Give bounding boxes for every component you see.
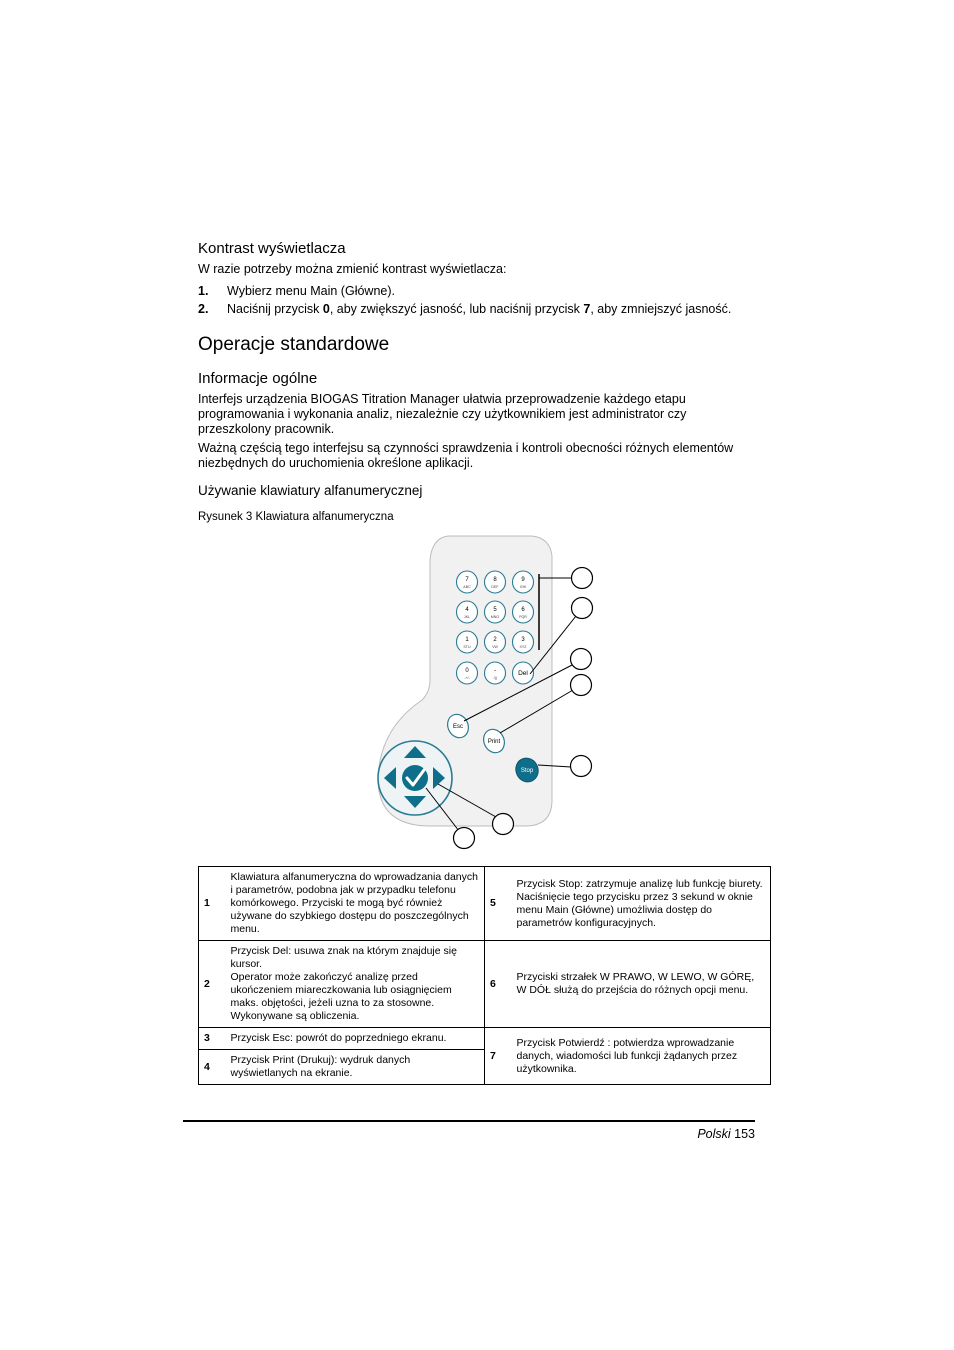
key-7[interactable]: [457, 571, 478, 593]
page-number: 153: [734, 1127, 755, 1141]
key-sub-label: GHI: [519, 585, 527, 589]
key-sub-label: STU: [463, 645, 471, 649]
legend-number: 6: [485, 941, 512, 1028]
key-main-label: 7: [465, 577, 469, 583]
legend-desc: : wydruk danych wyświetlanych na ekranie.: [230, 1054, 411, 1079]
subsubheading: Używanie klawiatury alfanumerycznej: [198, 483, 423, 498]
contrast-heading: Kontrast wyświetlacza: [198, 240, 346, 257]
key-main-label: Del: [518, 670, 528, 677]
legend-number: 4: [199, 1050, 226, 1085]
key-sub-label: ./(): [492, 676, 498, 680]
step-text-part: , aby zwiększyć jasność, lub naciśnij przycisk: [329, 302, 584, 316]
step-number: 2.: [198, 302, 209, 316]
legend-desc: : powrót do poprzedniego ekranu.: [290, 1032, 447, 1044]
callout-6: [493, 814, 514, 835]
subheading: Informacje ogólne: [198, 370, 318, 387]
contrast-intro: W razie potrzeby można zmienić kontrast wyświetlacza:: [198, 262, 507, 276]
paragraph-2: Ważną częścią tego interfejsu są czynności sprawdzenia i kontroli obecności różnych elementów niezbędnych do uruchomienia określone aplikacji.: [198, 441, 734, 470]
legend-desc: : zatrzymuje analizę lub funkcję biurety. Naciśnięcie tego przycisku przez 3 sekund w oknie menu Main (Główne) umożliwia dostęp do parametrów konfiguracyjnych.: [516, 877, 763, 929]
page-footer: [697, 1127, 755, 1141]
step-text-part: , aby zmniejszyć jasność.: [590, 302, 732, 316]
legend-text: [226, 1028, 485, 1050]
key-sub-label: XYZ: [519, 645, 527, 649]
key-1[interactable]: [457, 631, 478, 653]
footer-language: Polski: [697, 1127, 731, 1141]
legend-key: Przycisk Esc: [230, 1032, 291, 1044]
key-main-label: 5: [493, 607, 497, 613]
step-text: Wybierz menu Main (Główne).: [227, 284, 395, 298]
legend-text: Klawiatura alfanumeryczna do wprowadzania danych i parametrów, podobna jak w przypadku telefonu komórkowego. Przyciski te mogą być również używane do szybkiego dostępu do poszczególnych menu.: [226, 867, 485, 941]
key-5[interactable]: [485, 601, 506, 623]
legend-text: [512, 1028, 771, 1085]
step-number: 1.: [198, 284, 209, 298]
key-0: 0: [322, 302, 330, 316]
legend-text: [226, 1050, 485, 1085]
key-sub-label: PQR: [519, 615, 527, 619]
legend-key: Przycisk Stop: [516, 877, 581, 890]
callout-4: [571, 675, 592, 696]
key-6[interactable]: [513, 601, 534, 623]
legend-desc: : potwierdza wprowadzanie danych, wiadomości lub funkcji żądanych przez użytkownika.: [516, 1036, 738, 1075]
key-main-label: 3: [521, 637, 525, 643]
legend-desc: : usuwa znak na którym znajduje się kursor.: [230, 945, 457, 970]
legend-desc: Operator może zakończyć analizę przed ukończeniem miareczkowania lub osiągnięciem maks. objętości, jeżeli uzna to za stosowne. Wykonywane są obliczenia.: [230, 971, 452, 1022]
legend-key: Przycisk Potwierdź: [516, 1036, 605, 1049]
step-text: [227, 302, 731, 317]
footer-rule: [183, 1120, 755, 1122]
table-row: [199, 941, 771, 1028]
legend-key: Przyciski strzałek W PRAWO, W LEWO, W GÓRĘ, W DÓŁ: [516, 971, 755, 996]
key-sub-label: DEF: [491, 585, 499, 589]
key-sub-label: ABC: [463, 585, 471, 589]
key-4[interactable]: [457, 601, 478, 623]
key-sub-label: -+/-: [464, 676, 470, 680]
key-main-label: 9: [521, 577, 525, 583]
key-main-label: 1: [465, 637, 469, 643]
legend-table: [198, 866, 771, 1085]
key-3[interactable]: [513, 631, 534, 653]
callout-5: [571, 756, 592, 777]
callout-2: [572, 598, 593, 619]
key-2[interactable]: [485, 631, 506, 653]
figure-caption: Rysunek 3 Klawiatura alfanumeryczna: [198, 511, 394, 523]
legend-text: [512, 941, 771, 1028]
callout-1: [572, 568, 593, 589]
legend-number: 2: [199, 941, 226, 1028]
key-dot[interactable]: [485, 662, 506, 684]
key-7: 7: [583, 302, 591, 316]
step-text-part: Naciśnij przycisk: [227, 302, 323, 316]
legend-number: 7: [485, 1028, 512, 1085]
key-main-label: 0: [465, 668, 469, 674]
key-8[interactable]: [485, 571, 506, 593]
legend-key: Przycisk Del: [230, 945, 289, 957]
legend-key: Przycisk Print (Drukuj): [230, 1054, 335, 1066]
keypad-figure: [360, 530, 610, 860]
legend-text: [226, 941, 485, 1028]
key-0[interactable]: [457, 662, 478, 684]
legend-number: 3: [199, 1028, 226, 1050]
callout-3: [571, 649, 592, 670]
esc-label: Esc: [452, 724, 464, 730]
key-main-label: -: [494, 668, 496, 674]
stop-label: Stop: [520, 768, 534, 774]
key-main-label: 2: [493, 637, 497, 643]
section-title: Operacje standardowe: [198, 334, 390, 355]
legend-desc: służą do przejścia do różnych opcji menu.: [550, 984, 749, 996]
table-row: [199, 867, 771, 941]
key-sub-label: MNO: [490, 615, 500, 619]
key-sub-label: VW: [492, 645, 498, 649]
key-main-label: 8: [493, 577, 497, 583]
table-row: [199, 1028, 771, 1050]
key-sub-label: JKL: [463, 615, 471, 619]
legend-number: 5: [485, 867, 512, 941]
paragraph-1: Interfejs urządzenia BIOGAS Titration Manager ułatwia przeprowadzenie każdego etapu programowania i wykonania analiz, niezależnie czy użytkownikiem jest administrator czy przeszkolony pracownik.: [198, 392, 687, 436]
key-main-label: 4: [465, 607, 469, 613]
key-main-label: 6: [521, 607, 525, 613]
legend-number: 1: [199, 867, 226, 941]
print-label: Print: [487, 739, 501, 745]
legend-text: [512, 867, 771, 941]
key-9[interactable]: [513, 571, 534, 593]
callout-7: [454, 828, 475, 849]
